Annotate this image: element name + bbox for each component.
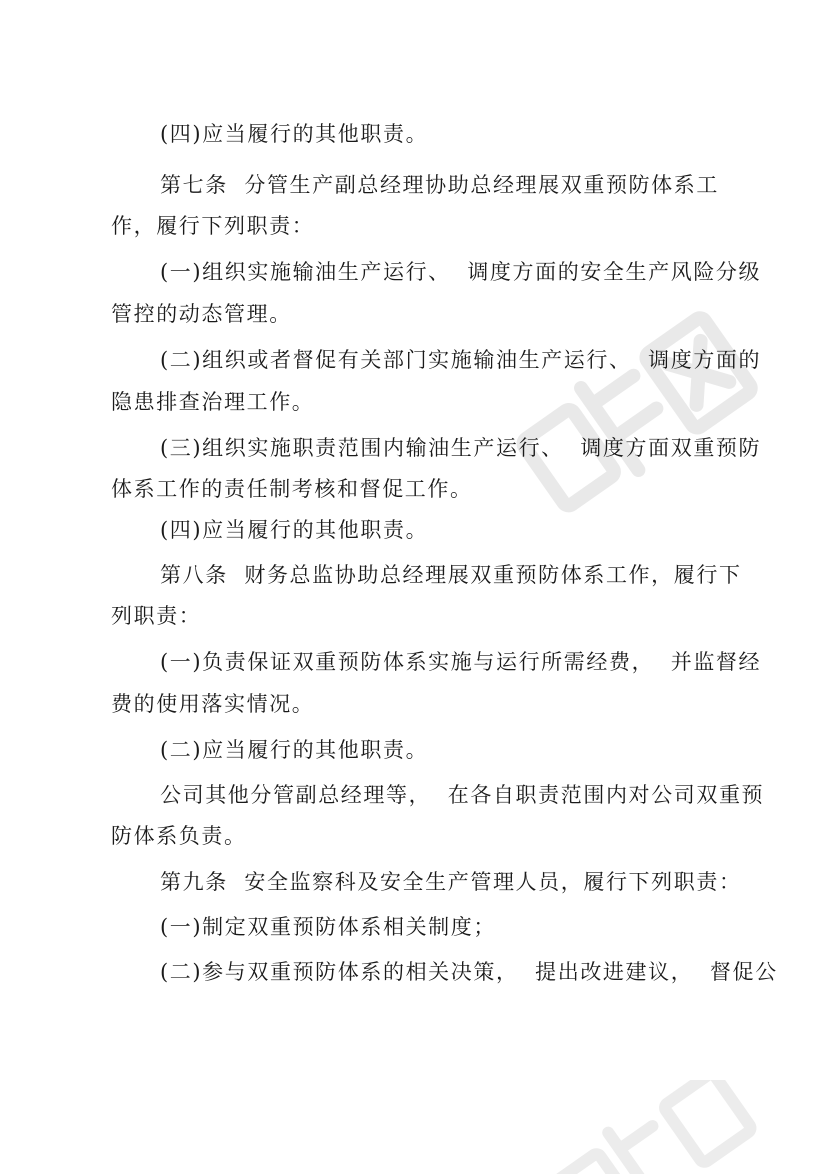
text-line-20: (二)参与双重预防体系的相关决策， 提出改进建议， 督促公: [160, 960, 778, 984]
text-line-18: 第九条 安全监察科及安全生产管理人员，履行下列职责：: [160, 870, 742, 894]
watermark-bottom-icon: [520, 1080, 780, 1174]
text-line-2: 第七条 分管生产副总经理协助总经理展双重预防体系工: [160, 173, 719, 197]
text-line-19: (一)制定双重预防体系相关制度；: [160, 915, 496, 939]
text-line-15: (二)应当履行的其他职责。: [160, 738, 429, 762]
text-line-8: (三)组织实施职责范围内输油生产运行、 调度方面双重预防: [160, 436, 762, 460]
text-line-1: (四)应当履行的其他职责。: [160, 122, 429, 146]
text-line-7: 隐患排查治理工作。: [111, 390, 315, 414]
text-line-9: 体系工作的责任制考核和督促工作。: [111, 477, 473, 501]
text-line-16: 公司其他分管副总经理等， 在各自职责范围内对公司双重预: [160, 783, 765, 807]
watermark-logo-icon: [490, 290, 790, 550]
text-line-11: 第八条 财务总监协助总经理展双重预防体系工作，履行下: [160, 563, 742, 587]
text-line-12: 列职责：: [111, 604, 202, 628]
text-line-13: (一)负责保证双重预防体系实施与运行所需经费， 并监督经: [160, 650, 762, 674]
text-line-4: (一)组织实施输油生产运行、 调度方面的安全生产风险分级: [160, 260, 762, 284]
text-line-17: 防体系负责。: [111, 824, 247, 848]
text-line-3: 作，履行下列职责：: [111, 214, 315, 238]
text-line-5: 管控的动态管理。: [111, 302, 292, 326]
text-line-14: 费的使用落实情况。: [111, 692, 315, 716]
text-line-10: (四)应当履行的其他职责。: [160, 518, 429, 542]
text-line-6: (二)组织或者督促有关部门实施输油生产运行、 调度方面的: [160, 348, 762, 372]
